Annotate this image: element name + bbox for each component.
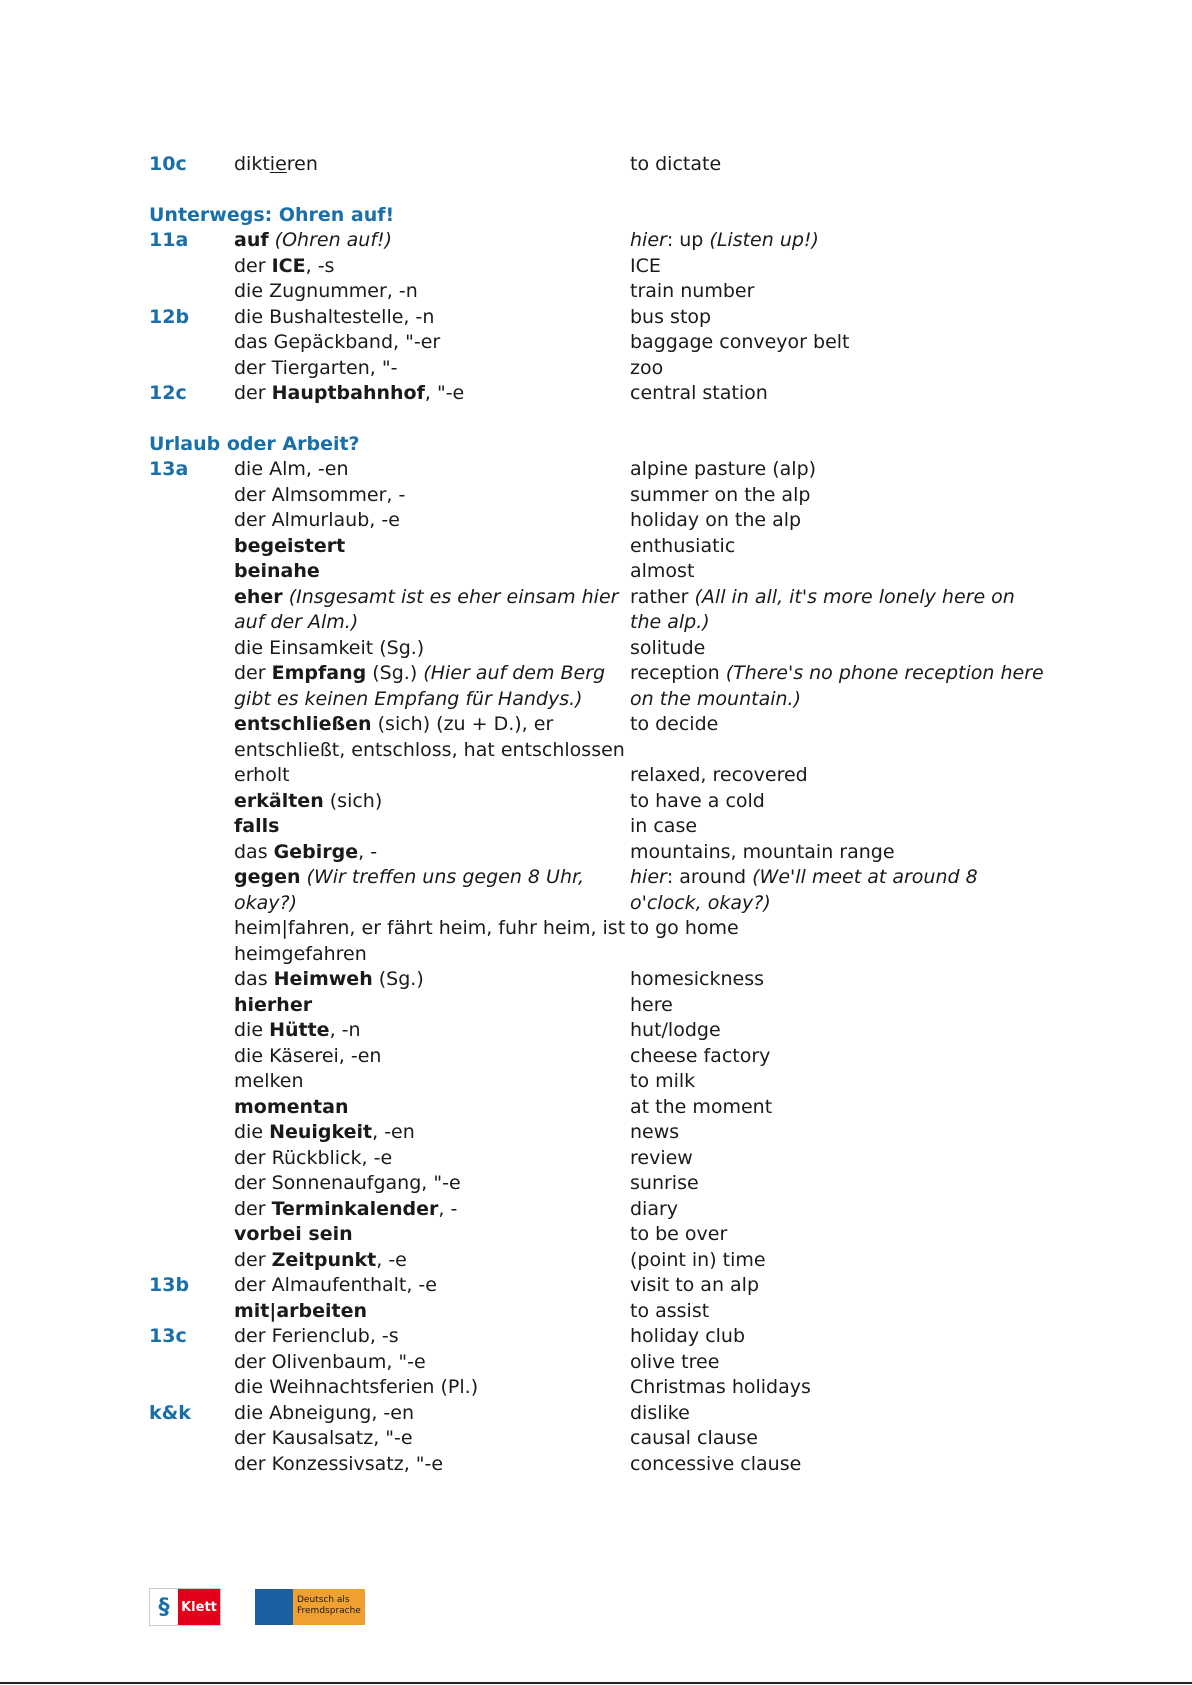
vocabulary-list [149, 152, 1049, 1477]
section-label [149, 1222, 234, 1248]
german-term: die Abneigung, -en [234, 1401, 415, 1424]
vocab-row [149, 865, 1049, 916]
vocab-row [149, 1401, 1049, 1427]
english-translation: cheese factory [630, 1044, 771, 1067]
german-term: momentan [234, 1095, 349, 1118]
vocab-row [149, 1197, 1049, 1223]
vocab-row [149, 254, 1049, 280]
vocab-row [149, 228, 1049, 254]
german-term: der Konzessivsatz, "-e [234, 1452, 444, 1475]
german-term: diktieren [234, 153, 318, 175]
section-label [149, 330, 234, 356]
english-translation: to have a cold [630, 789, 765, 812]
english-translation: to milk [630, 1070, 696, 1092]
section-label [149, 1248, 234, 1274]
section-label [149, 483, 234, 509]
daf-logo: Deutsch als Fremdsprache [255, 1589, 365, 1625]
section-label [149, 1171, 234, 1197]
english-translation: to be over [630, 1223, 728, 1245]
section-label [149, 1146, 234, 1172]
german-term: der Almaufenthalt, -e [234, 1274, 437, 1296]
german-term: der Terminkalender, - [234, 1197, 458, 1220]
section-label [149, 993, 234, 1019]
german-term: die Weihnachtsferien (Pl.) [234, 1376, 479, 1398]
section-label [149, 585, 234, 636]
section-label [149, 1452, 234, 1478]
english-translation: relaxed, recovered [630, 764, 808, 786]
german-term: die Einsamkeit (Sg.) [234, 636, 425, 659]
english-translation: causal clause [630, 1427, 758, 1449]
english-translation: dislike [630, 1401, 690, 1424]
klett-logo: § Klett [149, 1588, 221, 1626]
vocab-row [149, 1375, 1049, 1401]
german-term: der Almsommer, - [234, 483, 406, 506]
english-translation: Christmas holidays [630, 1376, 811, 1398]
english-translation: hier: around (We'll meet at around 8 o'clock, okay?) [630, 866, 978, 914]
section-label [149, 279, 234, 305]
german-term: gegen (Wir treffen uns gegen 8 Uhr, okay?) [234, 866, 585, 914]
section-label [149, 1069, 234, 1095]
german-term: die Käserei, -en [234, 1044, 382, 1067]
vocab-row [149, 1018, 1049, 1044]
vocab-row [149, 1069, 1049, 1095]
vocab-row [149, 1044, 1049, 1070]
section-label [149, 840, 234, 866]
section-label: 12b [149, 305, 190, 328]
german-term: vorbei sein [234, 1223, 353, 1245]
german-term: der Rückblick, -e [234, 1146, 393, 1169]
section-label [149, 1095, 234, 1121]
vocab-row [149, 1350, 1049, 1376]
english-translation: to assist [630, 1299, 710, 1322]
vocab-row [149, 483, 1049, 509]
section-label: k&k [149, 1401, 191, 1424]
vocab-row [149, 152, 1049, 178]
section-label [149, 1350, 234, 1376]
german-term: die Hütte, -n [234, 1019, 361, 1041]
vocab-row [149, 1273, 1049, 1299]
vocab-row [149, 330, 1049, 356]
english-translation: to dictate [630, 153, 722, 175]
vocab-row [149, 1222, 1049, 1248]
english-translation: central station [630, 382, 768, 404]
section-label [149, 1375, 234, 1401]
english-translation: in case [630, 815, 698, 837]
english-translation: holiday club [630, 1325, 746, 1347]
vocab-row [149, 585, 1049, 636]
vocab-row [149, 1324, 1049, 1350]
german-term: der Tiergarten, "- [234, 356, 398, 379]
vocab-row [149, 559, 1049, 585]
vocab-row [149, 305, 1049, 331]
vocab-row [149, 457, 1049, 483]
german-term: hierher [234, 993, 313, 1016]
vocab-row [149, 1171, 1049, 1197]
german-term: das Gebirge, - [234, 840, 378, 863]
german-term: heim|fahren, er fährt heim, fuhr heim, ist heimgefahren [234, 917, 626, 965]
german-term: der Sonnenaufgang, "-e [234, 1172, 461, 1194]
vocab-row [149, 840, 1049, 866]
english-translation: bus stop [630, 305, 712, 328]
english-translation: to decide [630, 713, 719, 735]
vocab-row [149, 712, 1049, 763]
vocab-row [149, 1248, 1049, 1274]
english-translation: at the moment [630, 1095, 773, 1118]
section-label [149, 1120, 234, 1146]
vocab-row [149, 356, 1049, 382]
section-label [149, 789, 234, 815]
german-term: erholt [234, 764, 290, 786]
german-term: begeistert [234, 534, 346, 557]
section-label [149, 1197, 234, 1223]
english-translation: olive tree [630, 1350, 720, 1373]
vocab-row [149, 1095, 1049, 1121]
section-label: 12c [149, 382, 187, 404]
english-translation: visit to an alp [630, 1274, 760, 1296]
german-term: eher (Insgesamt ist es eher einsam hier auf der Alm.) [234, 585, 619, 633]
german-term: das Heimweh (Sg.) [234, 968, 424, 990]
english-translation: summer on the alp [630, 483, 811, 506]
vocab-row [149, 814, 1049, 840]
section-label [149, 967, 234, 993]
german-term: erkälten (sich) [234, 789, 383, 812]
german-term: beinahe [234, 560, 320, 582]
german-term: das Gepäckband, "-er [234, 331, 441, 353]
section-label: 13a [149, 458, 189, 480]
section-label [149, 661, 234, 712]
english-translation: homesickness [630, 968, 765, 990]
german-term: falls [234, 815, 280, 837]
english-translation: train number [630, 280, 755, 302]
english-translation: hier: up (Listen up!) [630, 229, 819, 251]
vocab-row [149, 1426, 1049, 1452]
english-translation: review [630, 1146, 693, 1169]
section-label [149, 865, 234, 916]
section-label [149, 1299, 234, 1325]
section-label [149, 254, 234, 280]
section-label [149, 712, 234, 763]
vocab-row [149, 763, 1049, 789]
english-translation: holiday on the alp [630, 509, 802, 531]
english-translation: diary [630, 1197, 679, 1220]
german-term: der Zeitpunkt, -e [234, 1248, 407, 1271]
vocab-row [149, 916, 1049, 967]
vocab-row [149, 508, 1049, 534]
german-term: der Hauptbahnhof, "-e [234, 382, 465, 404]
german-term: die Bushaltestelle, -n [234, 305, 435, 328]
english-translation: solitude [630, 636, 706, 659]
vocab-row [149, 279, 1049, 305]
german-term: der Almurlaub, -e [234, 509, 400, 531]
vocab-row [149, 381, 1049, 407]
vocab-row [149, 967, 1049, 993]
german-term: die Zugnummer, -n [234, 280, 418, 302]
german-term: der Kausalsatz, "-e [234, 1427, 413, 1449]
section-label [149, 356, 234, 382]
vocab-row [149, 1120, 1049, 1146]
english-translation: ICE [630, 254, 661, 277]
vocab-row [149, 661, 1049, 712]
english-translation: mountains, mountain range [630, 840, 895, 863]
section-label [149, 636, 234, 662]
english-translation: baggage conveyor belt [630, 331, 850, 353]
section-label [149, 916, 234, 967]
english-translation: zoo [630, 356, 664, 379]
english-translation: here [630, 993, 673, 1016]
german-term: der Olivenbaum, "-e [234, 1350, 426, 1373]
german-term: die Neuigkeit, -en [234, 1121, 415, 1143]
german-term: auf (Ohren auf!) [234, 229, 393, 251]
vocab-row [149, 789, 1049, 815]
english-translation: hut/lodge [630, 1019, 721, 1041]
german-term: der Ferienclub, -s [234, 1325, 399, 1347]
english-translation: to go home [630, 917, 739, 939]
section-label [149, 508, 234, 534]
vocab-row [149, 993, 1049, 1019]
vocab-row [149, 534, 1049, 560]
section-heading: Urlaub oder Arbeit? [149, 432, 360, 455]
vocab-row [149, 636, 1049, 662]
german-term: melken [234, 1070, 304, 1092]
section-label [149, 534, 234, 560]
english-translation: enthusiatic [630, 534, 736, 557]
english-translation: news [630, 1121, 680, 1143]
section-label [149, 814, 234, 840]
english-translation: alpine pasture (alp) [630, 458, 817, 480]
german-term: die Alm, -en [234, 458, 349, 480]
english-translation: concessive clause [630, 1452, 802, 1475]
bottom-rule [0, 1682, 1192, 1684]
vocab-row [149, 1299, 1049, 1325]
english-translation: almost [630, 560, 695, 582]
footer-logos [149, 1588, 365, 1626]
english-translation: (point in) time [630, 1248, 766, 1271]
section-label [149, 1018, 234, 1044]
english-translation: sunrise [630, 1172, 699, 1194]
section-label [149, 1426, 234, 1452]
section-label [149, 1044, 234, 1070]
german-term: entschließen (sich) (zu + D.), er entschließt, entschloss, hat entschlossen [234, 713, 625, 761]
vocab-row [149, 1452, 1049, 1478]
section-label [149, 763, 234, 789]
section-label: 13c [149, 1325, 187, 1347]
vocab-row [149, 1146, 1049, 1172]
section-heading: Unterwegs: Ohren auf! [149, 203, 395, 226]
section-label: 11a [149, 229, 189, 251]
section-label: 10c [149, 153, 187, 175]
german-term: der Empfang (Sg.) (Hier auf dem Berg gibt es keinen Empfang für Handys.) [234, 662, 606, 710]
german-term: der ICE, -s [234, 254, 335, 277]
section-label: 13b [149, 1274, 190, 1296]
section-label [149, 559, 234, 585]
english-translation: rather (All in all, it's more lonely here on the alp.) [630, 585, 1015, 633]
german-term: mit|arbeiten [234, 1299, 368, 1322]
english-translation: reception (There's no phone reception here on the mountain.) [630, 662, 1044, 710]
